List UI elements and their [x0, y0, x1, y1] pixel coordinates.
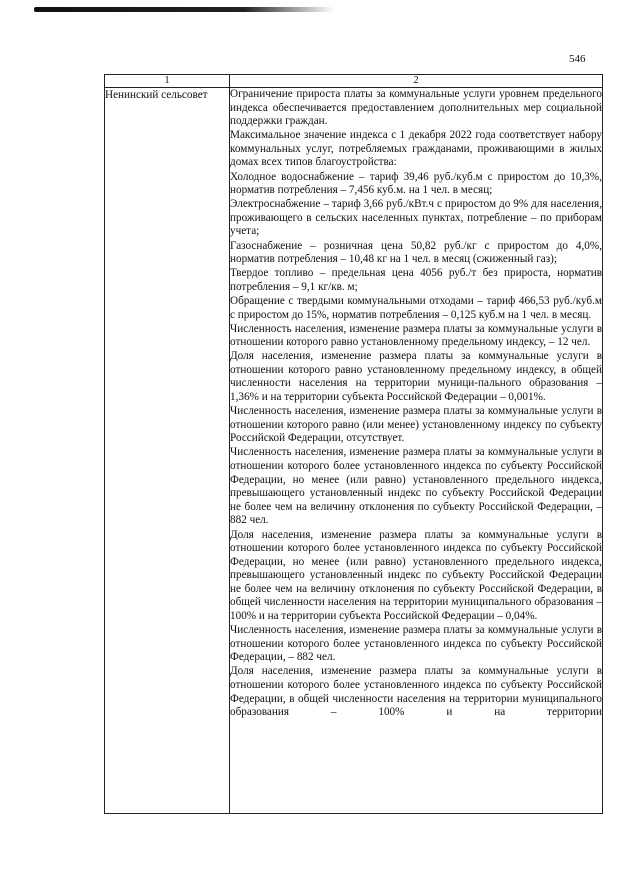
- description-cell: [230, 88, 603, 814]
- paragraph: Максимальное значение индекса с 1 декабря 2022 года соответствует набору коммунальных услуг, потребляемых гражданами, проживающими в жилых домах всех типов благоустройства:: [230, 129, 602, 169]
- paragraph: Твердое топливо – предельная цена 4056 руб./т без прироста, норматив потребления – 9,1 кг/кв. м;: [230, 267, 602, 293]
- column-header-2: 2: [230, 75, 603, 88]
- paragraph: Доля населения, изменение размера платы за коммунальные услуги в отношении которого равно установленному предельному индексу, в общей численности населения на территории муници-пального образования – 1,36% и на территории субъекта Российской Федерации – 0,001%.: [230, 350, 602, 404]
- table-header-row: [105, 75, 603, 88]
- paragraph: Доля населения, изменение размера платы за коммунальные услуги в отношении которого более установленного индекса по субъекту Российской Федерации, но менее (или равно) установленного предельного индекса, превышающего установленный индекс по субъекту Российской Федерации не более чем на величину отклонения по субъекту Российской Федерации, в общей численности населения на территории муниципального образования – 100% и на территории субъекта Российской Федерации – 0,04%.: [230, 528, 602, 623]
- region-cell: [105, 88, 230, 814]
- document-table: [104, 74, 603, 814]
- paragraph: Обращение с твердыми коммунальными отходами – тариф 466,53 руб./куб.м с приростом до 15%, норматив потребления – 0,125 куб.м на 1 чел. в месяц.: [230, 294, 602, 321]
- column-header-1: 1: [105, 75, 230, 88]
- paragraph: Доля населения, изменение размера платы за коммунальные услуги в отношении которого более установленного индекса по субъекту Российской Федерации, в общей численности населения на территории муниципального образования – 100% и на территории: [230, 665, 602, 719]
- paragraph: Электроснабжение – тариф 3,66 руб./кВт.ч с приростом до 9% для населения, проживающего в сельских населенных пунктах, потребление – по приборам учета;: [230, 198, 602, 238]
- region-name: Ненинский сельсовет: [105, 89, 208, 101]
- paragraph: Численность населения, изменение размера платы за коммунальные услуги в отношении которого более установленного индекса по субъекту Российской Федерации, – 882 чел.: [230, 624, 602, 664]
- paragraph: Численность населения, изменение размера платы за коммунальные услуги в отношении которого равно (или менее) установленному индексу по субъекту Российской Федерации, отсутствует.: [230, 405, 602, 445]
- paragraph: Численность населения, изменение размера платы за коммунальные услуги в отношении которого равно установленному предельному индексу, – 12 чел.: [230, 322, 602, 349]
- paragraph: Холодное водоснабжение – тариф 39,46 руб./куб.м с приростом до 10,3%, норматив потребления – 7,456 куб.м. на 1 чел. в месяц;: [230, 170, 602, 197]
- table-row: [105, 88, 603, 814]
- page-number: 546: [569, 53, 586, 65]
- paragraph: Ограничение прироста платы за коммунальные услуги уровнем предельного индекса обеспечивается предоставлением дополнительных мер социальной поддержки граждан.: [230, 88, 602, 128]
- scan-artifact-stroke: [34, 7, 334, 12]
- paragraph: Газоснабжение – розничная цена 50,82 руб./кг с приростом до 4,0%, норматив потребления – 10,48 кг на 1 чел. в месяц (сжиженный газ);: [230, 239, 602, 266]
- paragraph: Численность населения, изменение размера платы за коммунальные услуги в отношении которого более установленного индекса по субъекту Российской Федерации, но менее (или равно) установленного предельного индекса, превышающего установленный индекс по субъекту Российской Федерации не более чем на величину отклонения по субъекту Российской Федерации, – 882 чел.: [230, 446, 602, 527]
